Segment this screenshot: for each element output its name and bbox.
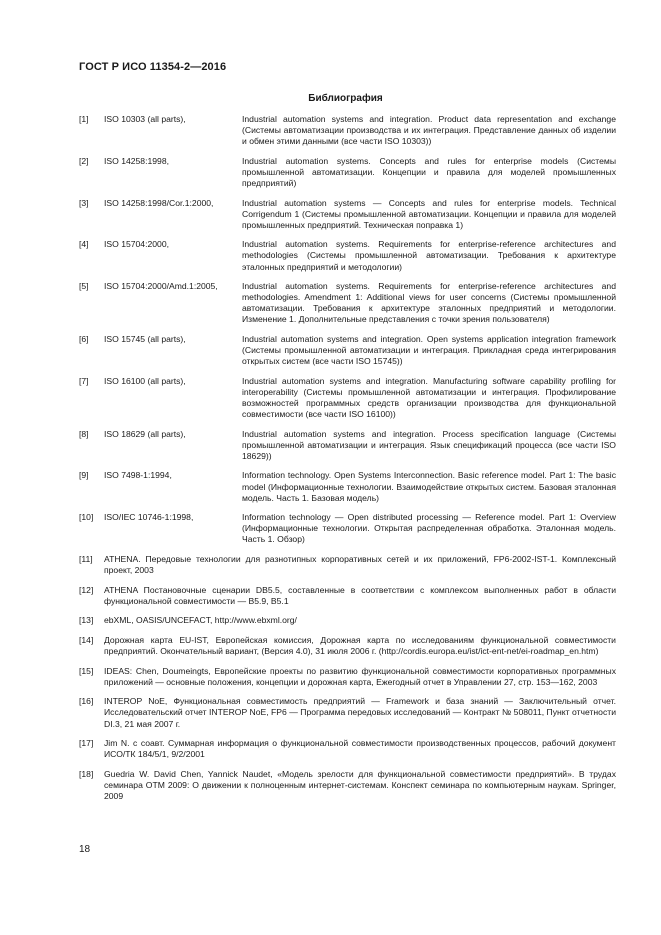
reference-number: [15] — [79, 665, 94, 676]
reference-text: INTEROP NoE, Функциональная совместимость предприятий — Framework и база знаний — Заключительный отчет. Исследовательский отчет INTEROP NoE, FP6 — Программа передовых исследований — Контракт № 508011, Пункт отчетности DI.3, 21 мая 2007 г. — [104, 696, 616, 729]
reference-number: [14] — [79, 634, 94, 645]
reference-code: ISO/IEC 10746-1:1998, — [104, 512, 194, 523]
reference-code: ISO 14258:1998/Cor.1:2000, — [104, 197, 214, 208]
reference-item — [79, 470, 616, 503]
reference-number: [4] — [79, 239, 89, 250]
reference-item — [79, 198, 616, 231]
reference-text: ATHENA. Передовые технологии для разнотипных корпоративных сетей и их приложений, FP6-2002-IST-1. Комплексный проект, 2003 — [104, 554, 616, 576]
reference-code: ISO 15745 (all parts), — [104, 334, 186, 344]
page-number: 18 — [79, 844, 91, 855]
reference-code: ISO 15704:2000, — [104, 239, 169, 250]
reference-number: [9] — [79, 470, 89, 481]
reference-text: Industrial automation systems. Requirements for enterprise-reference architectures and methodologies (Системы промышленной автоматизации. Требования к архитектуре эталонных предприятий и методологии) — [242, 239, 616, 272]
reference-text: Information technology. Open Systems Interconnection. Basic reference model. Part 1: The basic model (Информационные технологии. Взаимодействие открытых систем. Базовая эталонная модель. Часть 1. Базовая модель) — [242, 470, 616, 503]
reference-item — [79, 376, 616, 420]
reference-item — [79, 615, 616, 626]
reference-text: Industrial automation systems and integration. Product data representation and exchange (Системы автоматизации производства и их интеграция. Представление данных об изделии и обмен этими данными (все части ISO 10303)) — [242, 114, 616, 147]
reference-text: Industrial automation systems. Concepts and rules for enterprise models (Системы промышленной автоматизации. Концепции и правила для моделей промышленных предприятий) — [242, 155, 616, 188]
reference-number: [3] — [79, 197, 89, 208]
reference-number: [11] — [79, 554, 93, 564]
reference-code: ISO 14258:1998, — [104, 155, 169, 166]
reference-number: [13] — [79, 615, 94, 626]
reference-item — [79, 281, 616, 325]
reference-text: Guedria W. David Chen, Yannick Naudet, «Модель зрелости для функциональной совместимости предприятий». В трудах семинара ОТМ 2009: О движении к полноценным интернет-системам. Конспект семинара по компьютерным наукам. Springer, 2009 — [104, 768, 616, 801]
reference-text: Industrial automation systems and integration. Manufacturing software capability profiling for interoperability (Системы промышленной автоматизации и интеграция. Профилирование возможностей программных средств организации производства для функциональной совместимости (все части ISO 16100)) — [242, 375, 616, 420]
standard-header: ГОСТ Р ИСО 11354-2—2016 — [79, 61, 227, 73]
reference-code: ISO 7498-1:1994, — [104, 470, 172, 481]
reference-number: [6] — [79, 334, 89, 344]
reference-number: [17] — [79, 738, 94, 749]
reference-text: Дорожная карта EU-IST, Европейская комиссия, Дорожная карта по исследованиям функциональной совместимости предприятий. Окончательный вариант, (Версия 4.0), 31 июля 2006 г. (http://cordis.europa.eu/ist/ict-ent-net/ei-roadmap_en.htm) — [104, 634, 616, 657]
reference-number: [16] — [79, 696, 94, 707]
reference-text: ebXML, OASIS/UNCEFACT, http://www.ebxml.org/ — [104, 615, 297, 626]
reference-item — [79, 512, 616, 545]
reference-code: ISO 10303 (all parts), — [104, 114, 186, 124]
reference-item — [79, 696, 616, 729]
reference-item — [79, 769, 616, 802]
reference-code: ISO 15704:2000/Amd.1:2005, — [104, 281, 218, 292]
reference-item — [79, 585, 616, 607]
bibliography-list — [79, 114, 616, 802]
reference-text: Industrial automation systems and integration. Process specification language (Системы промышленной автоматизации и интеграция. Язык спецификаций процесса (все части ISO 18629)) — [242, 428, 616, 461]
reference-item — [79, 635, 616, 657]
reference-text: IDEAS: Chen, Doumeingts, Европейские проекты по развитию функциональной совместимости корпоративных программных приложений — основные положения, концепции и дорожная карта, Ежегодный отчет в Управлении 27, стр. 153—162, 2003 — [104, 665, 616, 687]
reference-number: [7] — [79, 375, 89, 386]
reference-item — [79, 156, 616, 189]
reference-item — [79, 239, 616, 272]
reference-text: Industrial automation systems and integration. Open systems application integration framework (Системы промышленной автоматизации и интеграция. Прикладная среда интегрирования открытых систем (все части ISO 15745)) — [242, 334, 616, 367]
reference-number: [1] — [79, 114, 89, 124]
reference-item — [79, 666, 616, 688]
reference-number: [2] — [79, 155, 89, 166]
reference-item — [79, 114, 616, 147]
bibliography-title: Библиография — [308, 93, 383, 104]
reference-text: Information technology — Open distributed processing — Reference model. Part 1: Overview (Информационные технологии. Открытая распределенная обработка. Эталонная модель. Часть 1. Обзор) — [242, 512, 616, 545]
reference-item — [79, 334, 616, 367]
reference-number: [12] — [79, 584, 94, 595]
reference-code: ISO 18629 (all parts), — [104, 428, 186, 439]
reference-item — [79, 738, 616, 760]
reference-number: [10] — [79, 512, 94, 523]
reference-item — [79, 554, 616, 576]
reference-number: [5] — [79, 281, 89, 292]
reference-text: ATHENA Постановочные сценарии DB5.5, составленные в соответствии с комплексом выполненных работ в области функциональной совместимости — B5.9, B5.1 — [104, 584, 616, 606]
reference-number: [8] — [79, 428, 89, 439]
reference-text: Industrial automation systems. Requirements for enterprise-reference architectures and methodologies. Amendment 1: Additional views for user concerns (Системы промышленной автоматизации. Требования к архитектуре эталонных предприятий и методологии. Изменение 1. Дополнительные представления с точки зрения пользователя) — [242, 281, 616, 325]
reference-text: Jim N. с соавт. Суммарная информация о функциональной совместимости производственных процессов, рабочий документ ИСО/ТК 184/5/1, 9/2/2001 — [104, 738, 616, 760]
reference-text: Industrial automation systems — Concepts and rules for enterprise models. Technical Corrigendum 1 (Системы промышленной автоматизации. Концепции и правила для моделей промышленных предприятий. Техническая поправка 1) — [242, 197, 616, 230]
reference-number: [18] — [79, 768, 94, 779]
reference-code: ISO 16100 (all parts), — [104, 375, 186, 386]
reference-item — [79, 429, 616, 462]
